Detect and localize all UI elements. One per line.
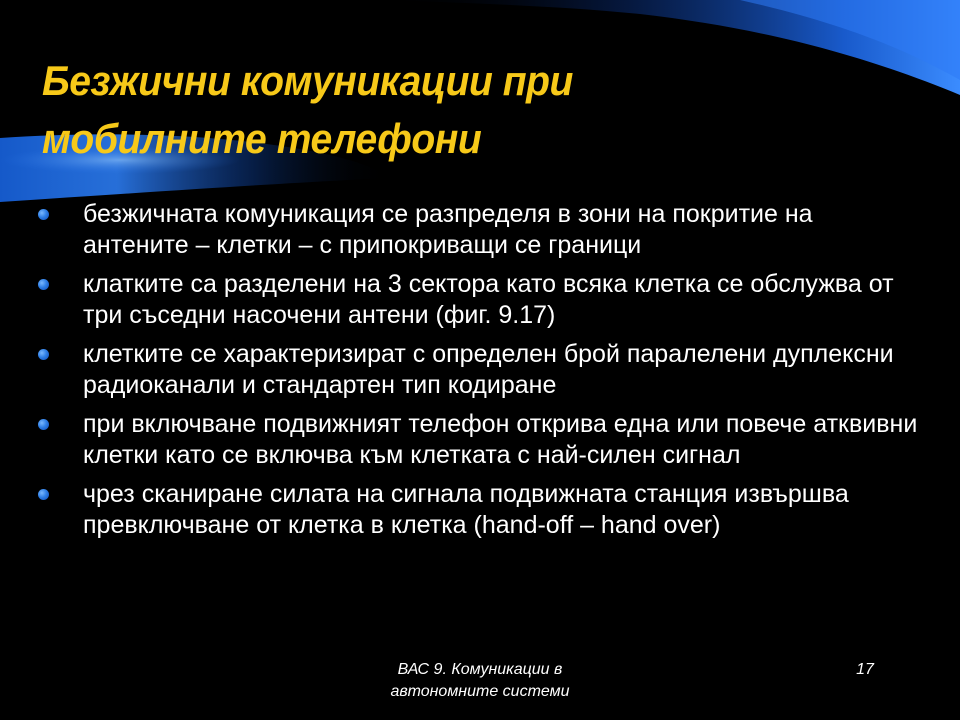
- bullet-text: безжичната комуникация се разпределя в зони на покритие на антените – клетки – с припокриващи се граници: [83, 200, 813, 259]
- bullet-icon: [38, 349, 49, 360]
- bullet-text: клетките се характеризират с определен брой паралелени дуплексни радиоканали и стандартен тип кодиране: [83, 340, 894, 399]
- slide-footer: ВАС 9. Комуникации в автономните системи: [390, 661, 570, 700]
- bullet-text: при включване подвижният телефон открива една или повече атквивни клетки като се включва към клетката с най-силен сигнал: [83, 410, 918, 469]
- bullet-icon: [38, 209, 49, 220]
- page-number: 17: [856, 661, 874, 678]
- bullet-text: клатките са разделени на 3 сектора като всяка клетка се обслужва от три съседни насочени антени (фиг. 9.17): [83, 270, 894, 329]
- bullet-item: [38, 479, 918, 541]
- slide-title: [42, 52, 637, 168]
- bullet-text: чрез сканиране силата на сигнала подвижната станция извършва превключване от клетка в клетка (hand-off – hand over): [83, 480, 849, 539]
- bullet-icon: [38, 279, 49, 290]
- bullet-item: [38, 199, 918, 261]
- title-line-2: мобилните телефони: [42, 115, 482, 162]
- title-line-1: Безжични комуникации при: [42, 57, 573, 104]
- bullet-icon: [38, 419, 49, 430]
- bullet-list: [38, 199, 918, 549]
- bullet-item: [38, 269, 918, 331]
- bullet-icon: [38, 489, 49, 500]
- bullet-item: [38, 339, 918, 401]
- bullet-item: [38, 409, 918, 471]
